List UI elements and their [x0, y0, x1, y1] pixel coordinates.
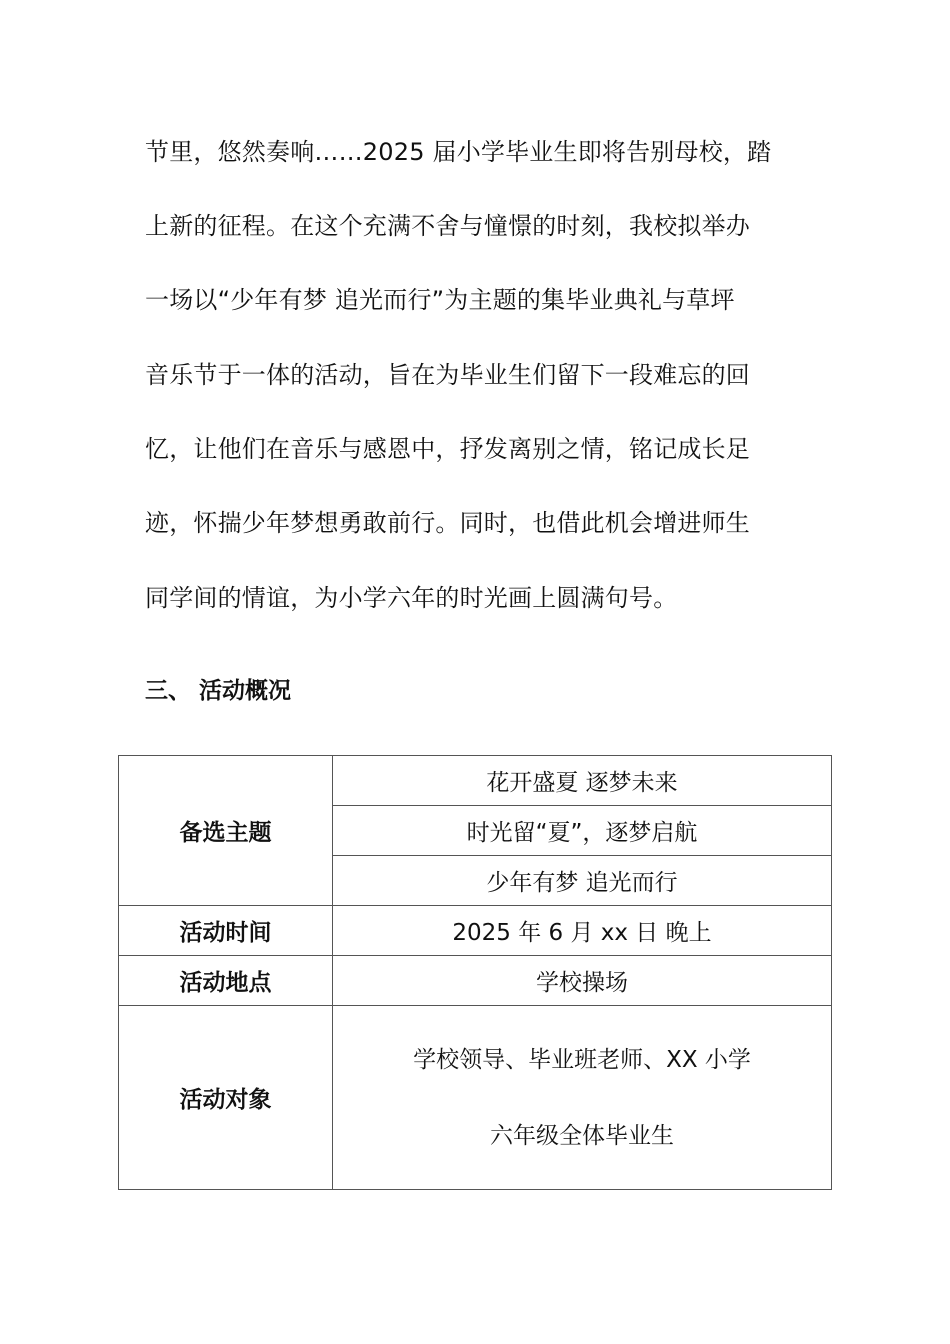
table-row-theme-1 [119, 756, 832, 806]
intro-line-3: 一场以“少年有梦 追光而行”为主题的集毕业典礼与草坪 [145, 286, 735, 314]
table-row-time [119, 906, 832, 956]
intro-line-4: 音乐节于一体的活动，旨在为毕业生们留下一段难忘的回 [145, 361, 750, 389]
intro-line-5: 忆，让他们在音乐与感恩中，抒发离别之情，铭记成长足 [145, 435, 750, 463]
time-value: 2025 年 6 月 xx 日 晚上 [333, 906, 832, 956]
intro-line-6: 迹，怀揣少年梦想勇敢前行。同时，也借此机会增进师生 [145, 509, 750, 537]
table-row-audience [119, 1006, 832, 1190]
activity-overview-table [118, 755, 832, 1190]
table-row-place [119, 956, 832, 1006]
intro-line-1: 节里，悠然奏响……2025 届小学毕业生即将告别母校，踏 [145, 138, 772, 166]
theme-option-3: 少年有梦 追光而行 [333, 856, 832, 906]
theme-option-2: 时光留“夏”，逐梦启航 [333, 806, 832, 856]
audience-label: 活动对象 [119, 1006, 333, 1190]
time-label: 活动时间 [119, 906, 333, 956]
audience-line-1: 学校领导、毕业班老师、XX 小学 [413, 1046, 751, 1073]
place-value: 学校操场 [333, 956, 832, 1006]
intro-line-2: 上新的征程。在这个充满不舍与憧憬的时刻，我校拟举办 [145, 212, 750, 240]
intro-line-7: 同学间的情谊，为小学六年的时光画上圆满句号。 [145, 584, 678, 612]
section-heading: 三、 活动概况 [145, 678, 292, 704]
themes-label: 备选主题 [119, 756, 333, 906]
audience-value [333, 1006, 832, 1190]
place-label: 活动地点 [119, 956, 333, 1006]
theme-option-1: 花开盛夏 逐梦未来 [333, 756, 832, 806]
audience-line-2: 六年级全体毕业生 [490, 1122, 674, 1149]
